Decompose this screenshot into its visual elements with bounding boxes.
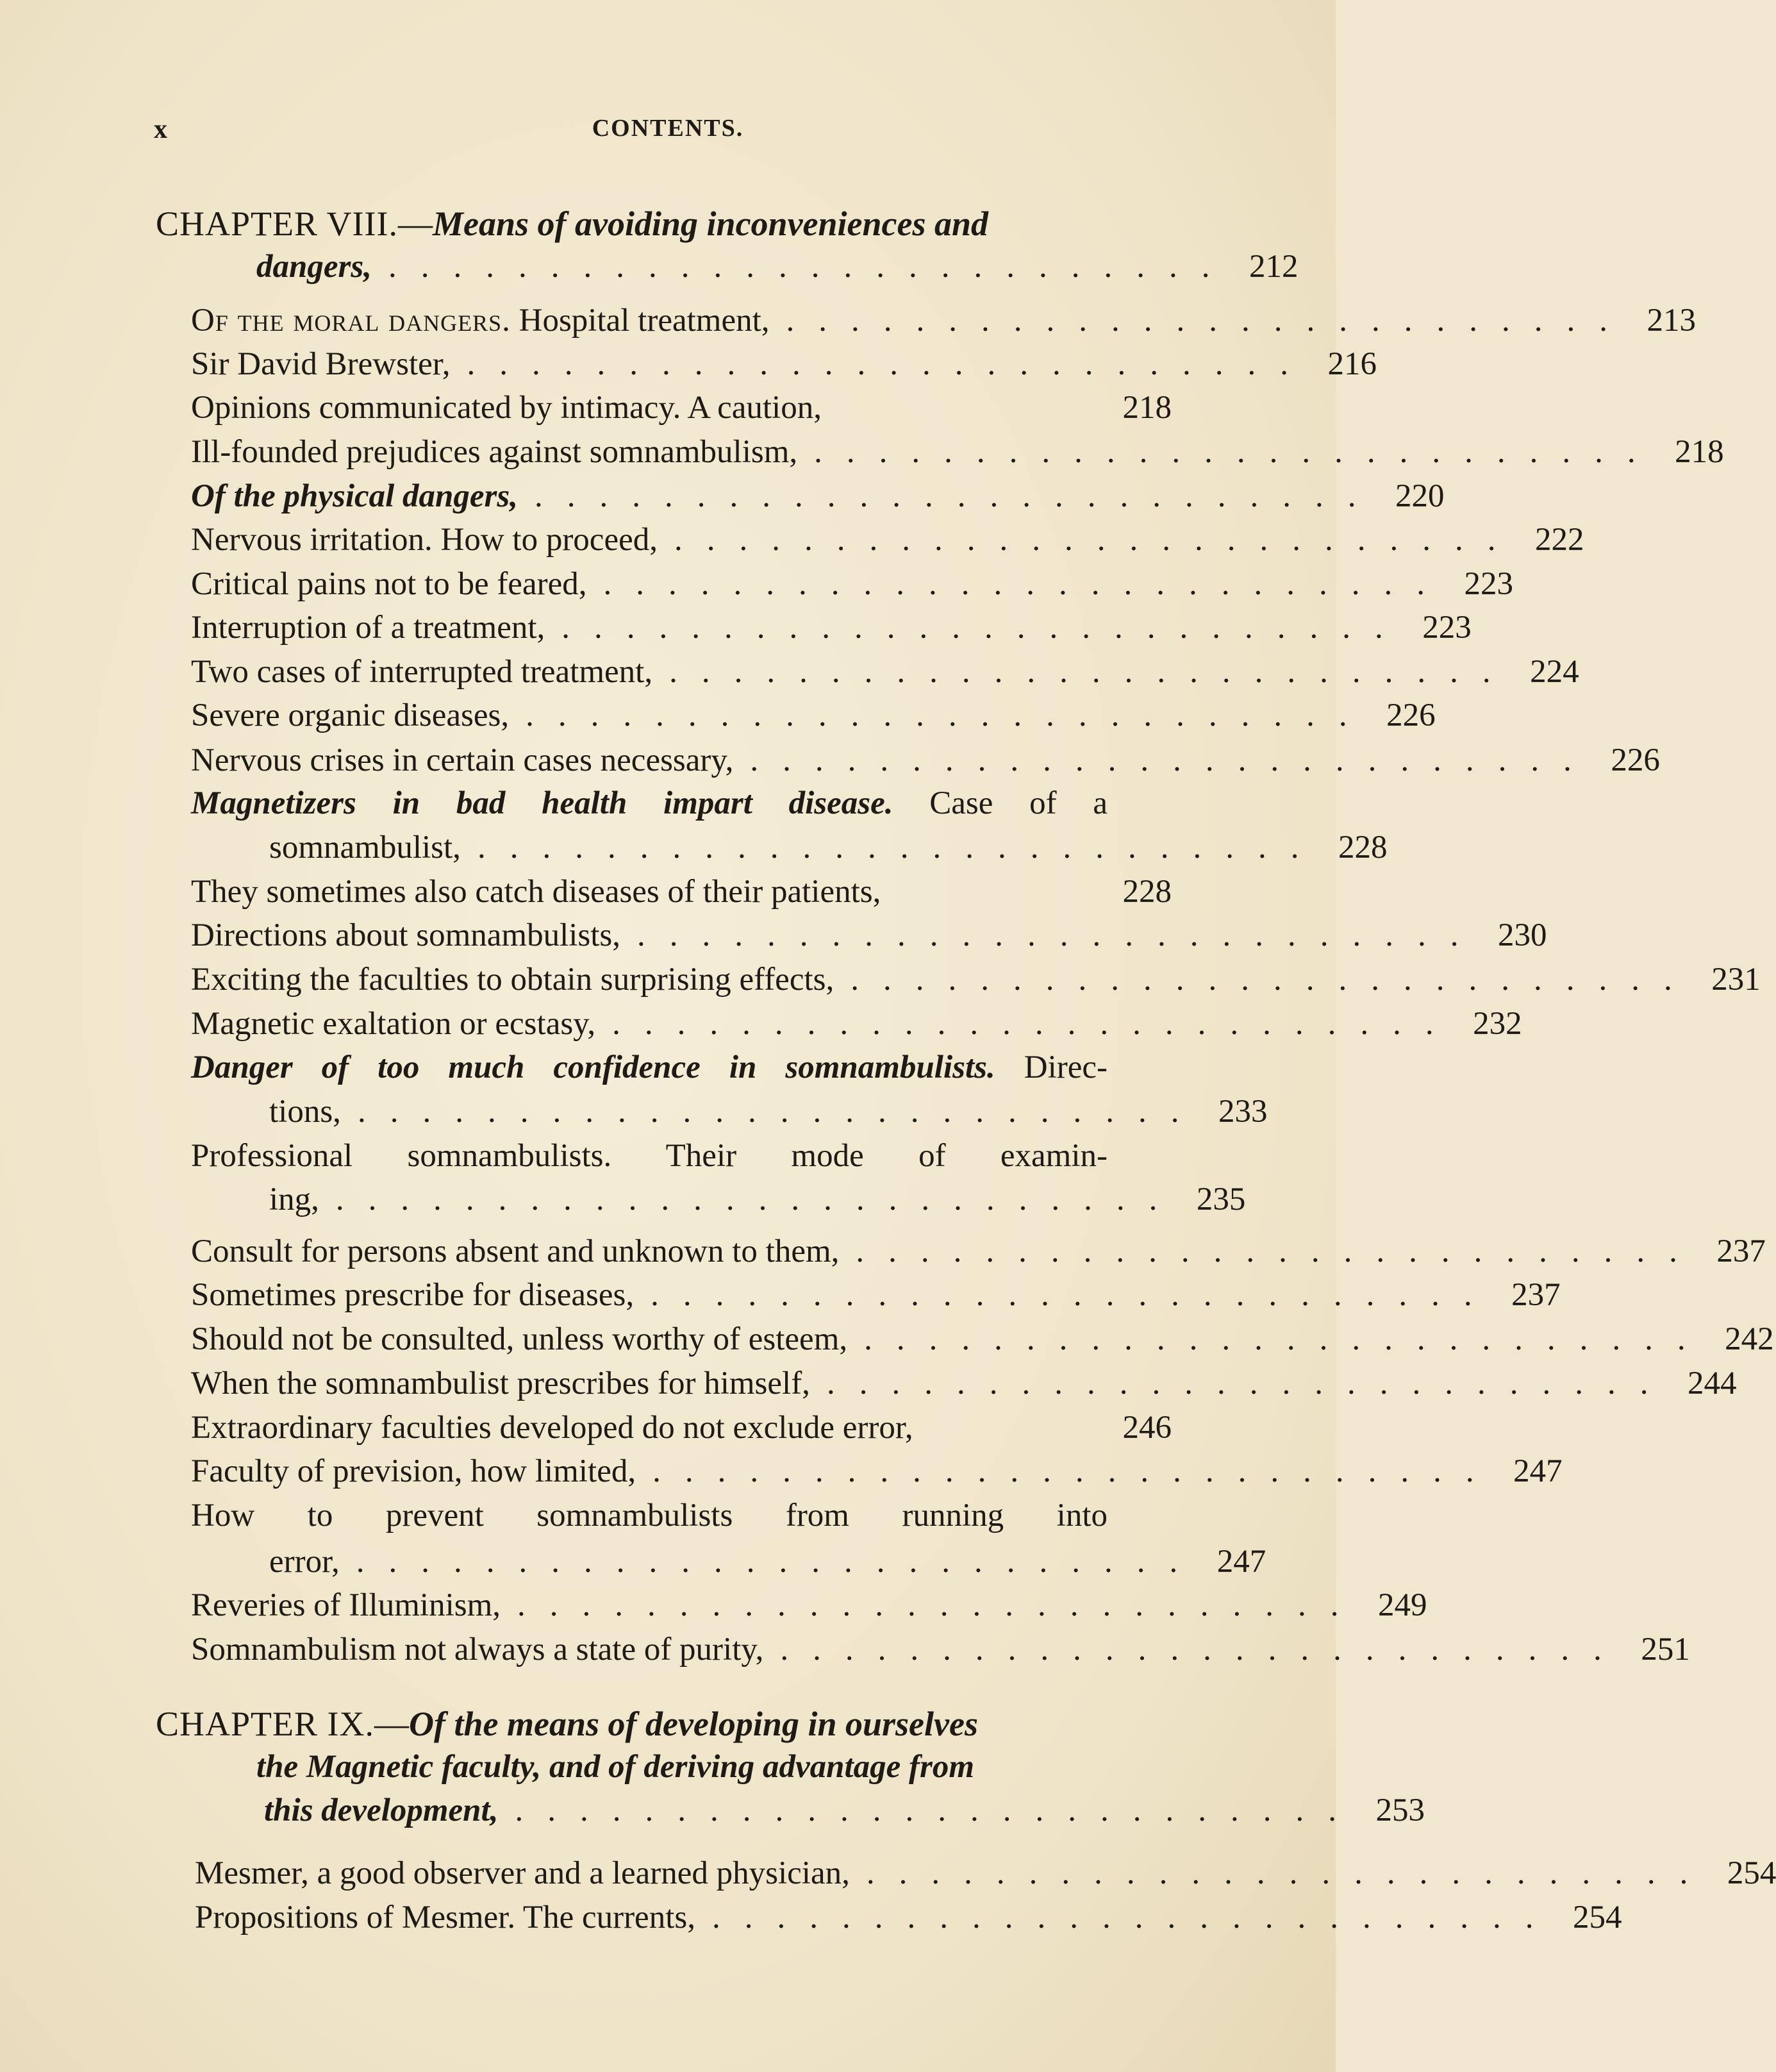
entry-page: 247 — [1216, 1544, 1266, 1580]
entry-page: 226 — [1611, 742, 1660, 778]
entry-page: 254 — [1572, 1900, 1622, 1935]
entry-page: 235 — [1196, 1182, 1246, 1217]
entry-text: Nervous irritation. How to proceed, — [191, 522, 658, 558]
entry-text: How to prevent somnambulists from running into — [191, 1498, 1108, 1533]
toc-entry — [191, 1408, 1172, 1448]
chapter-8-heading-cont — [256, 247, 1299, 287]
entry-text: Exciting the faculties to obtain surprising effects, — [191, 962, 834, 998]
toc-entry — [195, 1898, 1622, 1937]
entry-text: Faculty of prevision, how limited, — [191, 1453, 636, 1489]
entry-text: Sir David Brewster, — [191, 346, 451, 382]
entry-text: Direc- — [1024, 1049, 1108, 1085]
entry-text-cont: ing, — [269, 1182, 319, 1217]
chapter-9-heading-cont — [256, 1747, 1173, 1787]
dot-leader: .......................... — [814, 434, 1660, 470]
dot-leader: .......................... — [517, 1587, 1363, 1623]
dot-leader — [822, 388, 1108, 428]
chapter-9-description-3: this development, — [264, 1792, 499, 1828]
dot-leader: .......................... — [864, 1321, 1710, 1357]
toc-entry — [191, 1275, 1561, 1315]
entry-text-cont: somnambulist, — [269, 830, 461, 865]
toc-entry-cont — [269, 828, 1388, 867]
entry-page: 251 — [1641, 1632, 1690, 1667]
entry-text: Ill-founded prejudices against somnambulism, — [191, 434, 798, 470]
entry-page: 246 — [1122, 1410, 1172, 1446]
chapter-8-description: Means of avoiding inconveniences and — [433, 205, 989, 243]
dot-leader: .......................... — [335, 1182, 1182, 1217]
dot-leader: .......................... — [674, 522, 1520, 558]
toc-entry — [191, 960, 1761, 999]
entry-page: 230 — [1498, 917, 1547, 953]
dot-leader: .......................... — [388, 249, 1234, 285]
chapter-9-page: 253 — [1375, 1792, 1425, 1828]
entry-text-cont: tions, — [269, 1094, 341, 1130]
entry-text: Somnambulism not always a state of purity, — [191, 1632, 764, 1667]
entry-text: Extraordinary faculties developed do not exclude error, — [191, 1410, 913, 1446]
toc-entry — [191, 872, 1172, 912]
entry-page: 232 — [1473, 1006, 1522, 1042]
entry-page: 223 — [1422, 610, 1472, 646]
chapter-8-label: CHAPTER VIII. — [156, 205, 399, 243]
entry-smallcaps: Of the moral dangers. — [191, 303, 511, 338]
entry-text: Interruption of a treatment, — [191, 610, 545, 646]
toc-entry — [191, 1585, 1427, 1625]
entry-page: 223 — [1464, 566, 1513, 602]
toc-entry — [191, 564, 1513, 604]
toc-entry — [191, 432, 1724, 472]
entry-italic-text: Magnetizers in bad health impart disease. — [191, 785, 893, 821]
toc-entry — [191, 1319, 1774, 1359]
dot-leader: .......................... — [711, 1900, 1558, 1935]
toc-entry-wrapped — [191, 1048, 1108, 1087]
toc-entry — [191, 520, 1584, 560]
entry-text: Nervous crises in certain cases necessary, — [191, 742, 734, 778]
entry-text: Consult for persons absent and unknown to them, — [191, 1233, 840, 1269]
chapter-8-description-cont: dangers, — [256, 249, 372, 285]
toc-entry — [191, 476, 1445, 516]
entry-text: Two cases of interrupted treatment, — [191, 654, 653, 690]
dot-leader: .......................... — [515, 1792, 1361, 1828]
toc-entry — [191, 1630, 1690, 1669]
dot-leader: .......................... — [651, 1277, 1497, 1313]
entry-text: Hospital treatment, — [519, 303, 770, 338]
toc-entry — [191, 696, 1436, 735]
entry-page: 222 — [1534, 522, 1584, 558]
dot-leader: .......................... — [750, 742, 1596, 778]
dot-leader: .......................... — [477, 830, 1324, 865]
toc-entry — [191, 1004, 1522, 1044]
toc-entry — [191, 915, 1547, 955]
dot-leader: .......................... — [357, 1094, 1204, 1130]
dot-leader: .......................... — [856, 1233, 1702, 1269]
entry-page: 237 — [1716, 1233, 1766, 1269]
entry-text: Reveries of Illuminism, — [191, 1587, 501, 1623]
toc-entry-wrapped — [191, 1136, 1108, 1176]
running-title: CONTENTS. — [592, 115, 744, 142]
entry-text: Should not be consulted, unless worthy of esteem, — [191, 1321, 848, 1357]
entry-italic-text: Danger of too much confidence in somnambulists. — [191, 1049, 995, 1085]
dot-leader: .......................... — [467, 346, 1313, 382]
dot-leader: .......................... — [603, 566, 1449, 602]
entry-text: Sometimes prescribe for diseases, — [191, 1277, 635, 1313]
entry-page: 216 — [1327, 346, 1377, 382]
dot-leader: .......................... — [826, 1366, 1673, 1401]
dot-leader: .......................... — [851, 962, 1697, 998]
dot-leader: .......................... — [356, 1544, 1202, 1580]
entry-text: Professional somnambulists. Their mode of examin- — [191, 1138, 1108, 1174]
running-head — [0, 114, 1336, 153]
entry-text: Opinions communicated by intimacy. A caution, — [191, 390, 822, 426]
chapter-9-heading — [156, 1704, 1104, 1744]
chapter-9-dash: — — [374, 1705, 410, 1743]
entry-page: 231 — [1711, 962, 1761, 998]
entry-page: 228 — [1338, 830, 1388, 865]
entry-text: Case of a — [929, 785, 1108, 821]
entry-text: Propositions of Mesmer. The currents, — [195, 1900, 695, 1935]
dot-leader: .......................... — [669, 654, 1515, 690]
toc-entry-cont — [269, 1092, 1268, 1132]
toc-entry — [191, 388, 1172, 428]
entry-text: Critical pains not to be feared, — [191, 566, 587, 602]
chapter-8-heading — [156, 204, 1104, 244]
entry-page: 220 — [1395, 478, 1445, 514]
toc-entry-wrapped — [191, 1496, 1108, 1535]
entry-page: 226 — [1386, 698, 1436, 733]
toc-entry — [191, 301, 1697, 340]
dot-leader: .......................... — [535, 478, 1381, 514]
dot-leader: .......................... — [612, 1006, 1458, 1042]
chapter-9-description-2: the Magnetic faculty, and of deriving advantage from — [256, 1749, 975, 1785]
entry-page: 228 — [1122, 874, 1172, 910]
toc-entry-cont — [269, 1542, 1266, 1582]
toc-entry — [191, 608, 1472, 648]
dot-leader: .......................... — [561, 610, 1407, 646]
chapter-9-description: Of the means of developing in ourselves — [409, 1705, 978, 1743]
entry-text: Severe organic diseases, — [191, 698, 510, 733]
toc-entry — [191, 1364, 1737, 1403]
dot-leader: .......................... — [780, 1632, 1626, 1667]
toc-entry — [191, 1451, 1563, 1491]
toc-entry — [195, 1853, 1776, 1893]
entry-page: 237 — [1511, 1277, 1561, 1313]
dot-leader — [913, 1408, 1108, 1448]
entry-page: 218 — [1675, 434, 1724, 470]
entry-page: 218 — [1122, 390, 1172, 426]
chapter-8-page: 212 — [1249, 249, 1299, 285]
dot-leader: .......................... — [526, 698, 1372, 733]
dot-leader: .......................... — [652, 1453, 1498, 1489]
dot-leader: .......................... — [637, 917, 1483, 953]
toc-entry — [191, 1232, 1766, 1271]
dot-leader — [881, 872, 1108, 912]
page-folio: x — [154, 115, 167, 144]
entry-text: Mesmer, a good observer and a learned physician, — [195, 1855, 850, 1891]
chapter-9-heading-cont — [264, 1791, 1425, 1830]
entry-page: 213 — [1647, 303, 1697, 338]
toc-entry-wrapped — [191, 783, 1108, 823]
entry-text-cont: error, — [269, 1544, 340, 1580]
entry-text: Directions about somnambulists, — [191, 917, 621, 953]
entry-page: 244 — [1687, 1366, 1737, 1401]
chapter-8-dash: — — [398, 205, 433, 243]
toc-entry — [191, 652, 1579, 692]
dot-leader: .......................... — [786, 303, 1632, 338]
entry-text: Magnetic exaltation or ecstasy, — [191, 1006, 596, 1042]
toc-entry — [191, 740, 1660, 780]
chapter-9-label: CHAPTER IX. — [156, 1705, 375, 1743]
entry-page: 242 — [1725, 1321, 1774, 1357]
toc-entry — [191, 344, 1377, 384]
toc-entry-cont — [269, 1180, 1246, 1219]
dot-leader: .......................... — [866, 1855, 1713, 1891]
entry-page: 249 — [1378, 1587, 1427, 1623]
entry-page: 224 — [1530, 654, 1579, 690]
entry-page: 233 — [1218, 1094, 1268, 1130]
entry-text: Of the physical dangers, — [191, 478, 518, 514]
entry-text: They sometimes also catch diseases of their patients, — [191, 874, 881, 910]
entry-page: 254 — [1727, 1855, 1776, 1891]
entry-page: 247 — [1513, 1453, 1563, 1489]
entry-text: When the somnambulist prescribes for himself, — [191, 1366, 810, 1401]
